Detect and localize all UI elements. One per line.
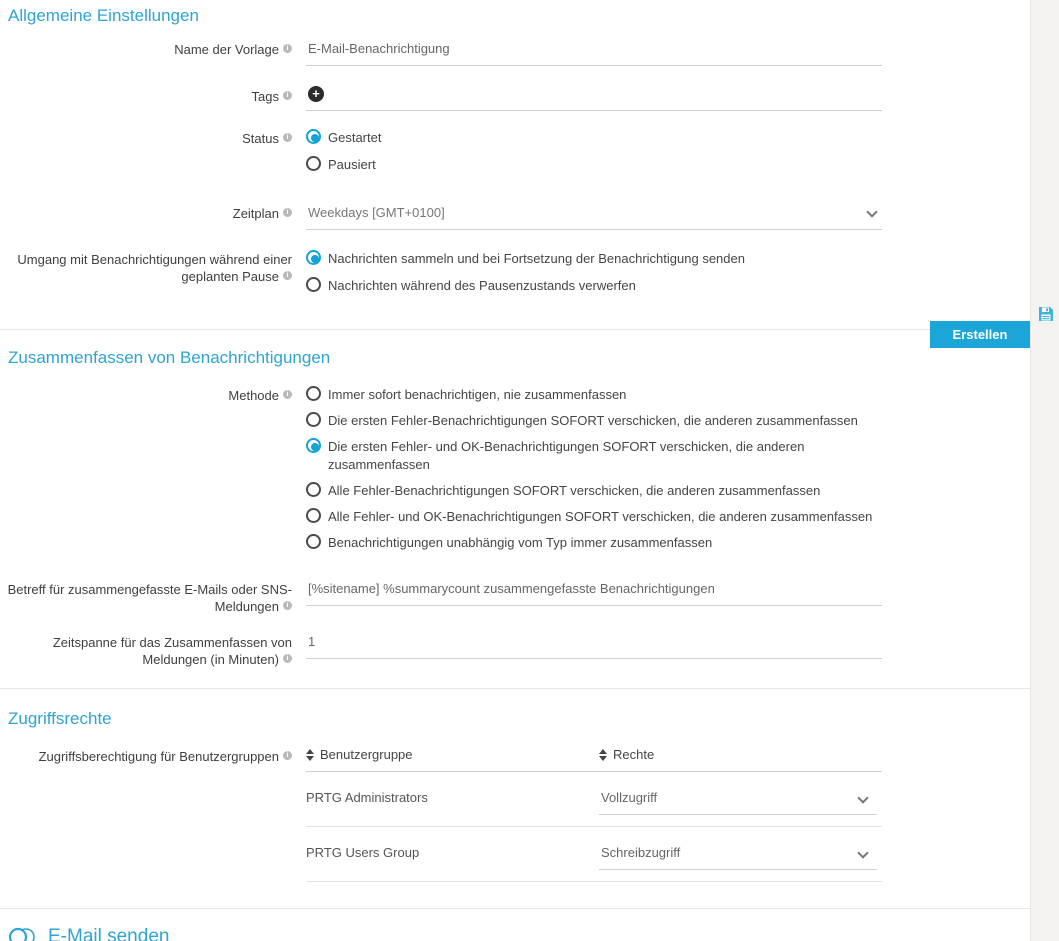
summary-subject-input[interactable]: [%sitename] %summarycount zusammengefasste Benachrichtigungen <box>306 580 882 606</box>
column-header-label: Rechte <box>613 747 655 762</box>
status-label <box>0 129 292 147</box>
radio-option-paused[interactable] <box>306 156 891 174</box>
table-row <box>306 827 882 882</box>
radio-icon[interactable] <box>306 438 321 453</box>
subject-control <box>306 580 891 606</box>
sort-icon[interactable] <box>306 749 314 761</box>
toolbar <box>0 327 1030 342</box>
column-header-usergroup[interactable] <box>306 747 599 762</box>
radio-icon[interactable] <box>306 156 321 171</box>
tags-label <box>0 86 292 105</box>
field-row-timespan <box>0 633 1030 668</box>
info-icon[interactable] <box>283 91 292 100</box>
radio-option-started[interactable] <box>306 129 891 147</box>
column-header-label: Benutzergruppe <box>320 747 413 762</box>
radio-icon[interactable] <box>306 277 321 292</box>
radio-option-method-5[interactable] <box>306 508 891 526</box>
create-button[interactable]: Erstellen <box>930 321 1030 348</box>
info-icon[interactable] <box>283 133 292 142</box>
info-icon[interactable] <box>283 208 292 217</box>
table-header-row <box>306 747 882 772</box>
field-row-tags <box>0 86 1030 111</box>
field-row-status <box>0 129 1030 182</box>
user-group-name: PRTG Administrators <box>306 790 428 805</box>
radio-option-label: Alle Fehler- und OK-Benachrichtigungen SOFORT verschicken, die anderen zusammenfassen <box>328 509 873 524</box>
tags-label-text: Tags <box>251 89 279 104</box>
pause-handling-control <box>306 250 891 303</box>
name-label <box>0 40 292 58</box>
section-title-general: Allgemeine Einstellungen <box>8 6 199 25</box>
radio-icon[interactable] <box>306 508 321 523</box>
access-rights-label <box>0 747 292 765</box>
info-icon[interactable] <box>283 271 292 280</box>
section-title-summary: Zusammenfassen von Benachrichtigungen <box>8 348 331 367</box>
radio-icon[interactable] <box>306 386 321 401</box>
radio-option-label: Nachrichten sammeln und bei Fortsetzung der Benachrichtigung senden <box>328 251 745 266</box>
field-row-name <box>0 40 1030 66</box>
table-row <box>306 772 882 827</box>
radio-option-method-2[interactable] <box>306 412 891 430</box>
tags-control <box>306 86 891 111</box>
right-action-rail <box>1030 0 1059 941</box>
chevron-down-icon <box>857 792 868 803</box>
timespan-label <box>0 633 292 668</box>
chevron-down-icon <box>866 206 877 217</box>
method-control <box>306 386 891 560</box>
email-section-header[interactable] <box>0 909 1030 941</box>
timespan-label-text: Zeitspanne für das Zusammenfassen von Meldungen (in Minuten) <box>52 635 292 667</box>
sort-icon[interactable] <box>599 749 607 761</box>
radio-option-method-1[interactable] <box>306 386 891 404</box>
radio-icon[interactable] <box>306 250 321 265</box>
status-control <box>306 129 891 182</box>
method-label <box>0 386 292 404</box>
section-title-access: Zugriffsrechte <box>8 709 112 728</box>
radio-option-label: Gestartet <box>328 130 382 145</box>
info-icon[interactable] <box>283 601 292 610</box>
add-tag-icon[interactable] <box>308 86 324 102</box>
column-header-rights[interactable] <box>599 747 882 762</box>
radio-icon[interactable] <box>306 482 321 497</box>
schedule-label-text: Zeitplan <box>232 206 279 221</box>
radio-option-collect[interactable] <box>306 250 891 268</box>
subject-label <box>0 580 292 615</box>
rights-select-value: Vollzugriff <box>601 790 658 805</box>
rights-cell <box>599 787 882 815</box>
section-toggle-icon[interactable] <box>8 927 36 941</box>
access-rights-control <box>306 747 891 882</box>
info-icon[interactable] <box>283 751 292 760</box>
info-icon[interactable] <box>283 654 292 663</box>
name-label-text: Name der Vorlage <box>174 42 279 57</box>
radio-option-discard[interactable] <box>306 277 891 295</box>
radio-option-label: Immer sofort benachrichtigen, nie zusammenfassen <box>328 387 627 402</box>
radio-icon[interactable] <box>306 129 321 144</box>
tags-input[interactable] <box>306 86 882 111</box>
radio-option-label: Die ersten Fehler- und OK-Benachrichtigungen SOFORT verschicken, die anderen zusammenfassen <box>328 439 805 472</box>
rights-cell <box>599 842 882 870</box>
user-group-name: PRTG Users Group <box>306 845 420 860</box>
pause-handling-label-text: Umgang mit Benachrichtigungen während einer geplanten Pause <box>17 252 292 284</box>
rights-select[interactable] <box>599 842 877 870</box>
chevron-down-icon <box>857 847 868 858</box>
radio-option-method-3[interactable] <box>306 438 891 474</box>
radio-option-method-6[interactable] <box>306 534 891 552</box>
field-row-pause-handling <box>0 250 1030 303</box>
radio-option-method-4[interactable] <box>306 482 891 500</box>
rights-select[interactable] <box>599 787 877 815</box>
radio-option-label: Benachrichtigungen unabhängig vom Typ immer zusammenfassen <box>328 535 713 550</box>
user-group-table <box>306 747 882 882</box>
schedule-select[interactable] <box>306 204 882 230</box>
access-rights-label-text: Zugriffsberechtigung für Benutzergruppen <box>38 749 279 764</box>
info-icon[interactable] <box>283 44 292 53</box>
timespan-input[interactable]: 1 <box>306 633 882 659</box>
radio-option-label: Die ersten Fehler-Benachrichtigungen SOFORT verschicken, die anderen zusammenfassen <box>328 413 858 428</box>
subject-label-text: Betreff für zusammengefasste E-Mails oder SNS-Meldungen <box>7 582 292 614</box>
radio-icon[interactable] <box>306 534 321 549</box>
timespan-control <box>306 633 891 659</box>
field-row-subject <box>0 580 1030 615</box>
save-floppy-icon[interactable] <box>1038 306 1054 322</box>
radio-option-label: Nachrichten während des Pausenzustands verwerfen <box>328 278 636 293</box>
radio-option-label: Pausiert <box>328 157 376 172</box>
rights-select-value: Schreibzugriff <box>601 845 681 860</box>
schedule-label <box>0 204 292 222</box>
status-label-text: Status <box>242 131 279 146</box>
email-section-title: E-Mail senden <box>48 926 170 941</box>
field-row-schedule <box>0 204 1030 230</box>
method-label-text: Methode <box>228 388 279 403</box>
field-row-access-rights <box>0 747 1030 882</box>
name-control <box>306 40 891 66</box>
info-icon[interactable] <box>283 390 292 399</box>
radio-option-label: Alle Fehler-Benachrichtigungen SOFORT verschicken, die anderen zusammenfassen <box>328 483 821 498</box>
field-row-method <box>0 386 1030 560</box>
pause-handling-label <box>0 250 292 285</box>
radio-icon[interactable] <box>306 412 321 427</box>
schedule-select-value: Weekdays [GMT+0100] <box>308 205 445 220</box>
schedule-control <box>306 204 891 230</box>
template-name-input[interactable]: E-Mail-Benachrichtigung <box>306 40 882 66</box>
